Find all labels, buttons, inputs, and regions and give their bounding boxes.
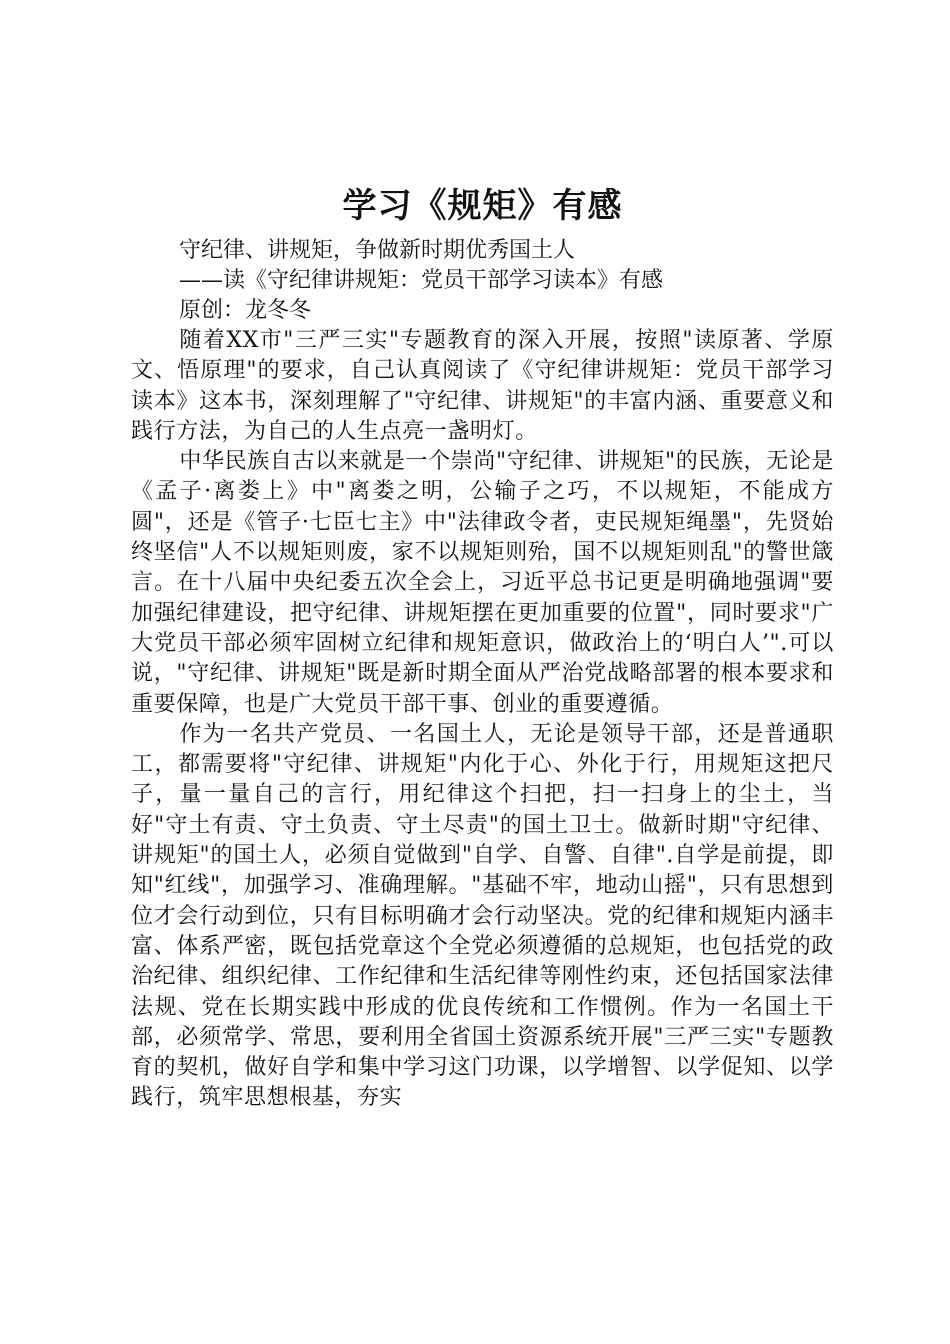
document-subtitle: 守纪律、讲规矩，争做新时期优秀国土人	[179, 238, 576, 263]
document-author: 原创：龙冬冬	[179, 298, 312, 323]
body-paragraph-3: 作为一名共产党员、一名国土人，无论是领导干部，还是普通职工，都需要将"守纪律、讲规矩"内化于心、外化于行，用规矩这把尺子，量一量自己的言行，用纪律这个扫把，扫一扫身上的尘土，当好"守土有责、守土负责、守土尽责"的国土卫士。做新时期"守纪律、讲规矩"的国土人，必须自觉做到"自学、自警、自律".自学是前提，即知"红线"，加强学习、准确理解。"基础不牢，地动山摇"，只有思想到位才会行动到位，只有目标明确才会行动坚决。党的纪律和规矩内涵丰富、体系严密，既包括党章这个全党必须遵循的总规矩，也包括党的政治纪律、组织纪律、工作纪律和生活纪律等刚性约束，还包括国家法律法规、党在长期实践中形成的优良传统和工作惯例。作为一名国土干部，必须常学、常思，要利用全省国土资源系统开展"三严三实"专题教育的契机，做好自学和集中学习这门功课，以学增智、以学促知、以学践行，筑牢思想根基，夯实	[131, 721, 834, 1111]
document-subtitle-source: ——读《守纪律讲规矩：党员干部学习读本》有感	[179, 268, 664, 293]
document-title: 学习《规矩》有感	[342, 186, 623, 226]
body-paragraph-1: 随着XX市"三严三实"专题教育的深入开展，按照"读原著、学原文、悟原理"的要求，自己认真阅读了《守纪律讲规矩：党员干部学习读本》这本书，深刻理解了"守纪律、讲规矩"的丰富内涵、重要意义和践行方法，为自己的人生点亮一盏明灯。	[131, 328, 834, 444]
document-page	[131, 180, 834, 1114]
body-paragraph-2: 中华民族自古以来就是一个崇尚"守纪律、讲规矩"的民族，无论是《孟子·离娄上》中"离娄之明，公输子之巧，不以规矩，不能成方圆"，还是《管子·七臣七主》中"法律政令者，吏民规矩绳墨"，先贤始终坚信"人不以规矩则废，家不以规矩则殆，国不以规矩则乱"的警世箴言。在十八届中央纪委五次全会上，习近平总书记更是明确地强调"要加强纪律建设，把守纪律、讲规矩摆在更加重要的位置"，同时要求"广大党员干部必须牢固树立纪律和规矩意识，做政治上的‘明白人’".可以说，"守纪律、讲规矩"既是新时期全面从严治党战略部署的根本要求和重要保障，也是广大党员干部干事、创业的重要遵循。	[131, 449, 834, 717]
